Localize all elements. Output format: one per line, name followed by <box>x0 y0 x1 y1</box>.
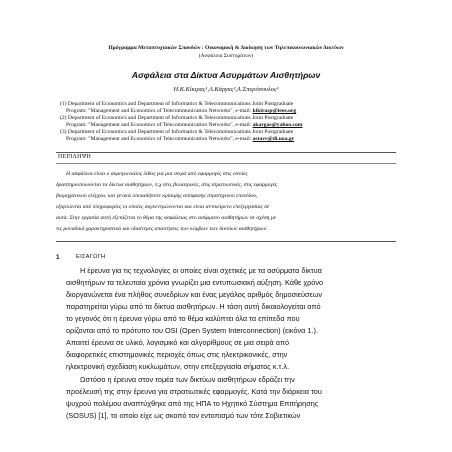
abstract-line: Η ασφάλεια είναι ο ακρογωνιαίος λίθος για μια σειρά από εφαρμογές στις οποίες <box>66 171 248 177</box>
body-line: Η έρευνα για τις τεχνολογίες οι οποίες είναι σχετικές με τα ασύρματα δίκτυα <box>80 266 322 275</box>
affiliation-2-line2: Program: "Management and Economics of Telecommunication Networks", e-mail: akargas@yahoo.com <box>66 122 303 128</box>
authors-line: Η.Κ.Κίκιρας¹,Α.Κάργας²,Λ.Σπυρόπουλος³ <box>173 86 279 93</box>
affiliation-3-line1: (3) Department of Economics and Department of Informatics & Telecommunications Joint Postgraduate <box>60 129 294 135</box>
affiliation-3-line2: Program: "Management and Economics of Telecommunication Networks", e-mail: astavr@di.uoa.gr <box>66 136 295 142</box>
abstract-divider <box>56 163 396 164</box>
email-link-2[interactable]: akargas@yahoo.com <box>252 122 303 128</box>
body-line: (SOSUS) [1], το οποίο είχε ως σκοπό τον εντοπισμό των τότε Σοβιετικών <box>66 411 301 420</box>
section-title: ΕΙΣΑΓΩΓΗ <box>76 254 106 260</box>
body-line: διαφορετικές επιστημονικές περιοχές όπως στις ηλεκτρικονικές, στην <box>66 350 288 359</box>
abstract-line: βιομηχανικού ελέγχου, και γενικά οποιαδήποτε κρίσιμης απόφασης στρατηγικού επιπέδου, <box>56 193 258 199</box>
body-line: παρατηρείται γύρω από τα δίκτυα αισθητήρων. Η τάση αυτή δικαιολογείται από <box>66 302 321 311</box>
email-link-3[interactable]: astavr@di.uoa.gr <box>252 136 295 142</box>
body-line: Ωστόσο η έρευνα στον τομέα των δικτύων αισθητήρων εδράζει την <box>80 375 295 384</box>
body-line: Απαιτεί έρευνα σε υλικό, λογισμικό και αλγορίθμους σε μια σειρά από <box>66 338 290 347</box>
affiliation-1-line1: (1) Department of Economics and Department of Informatics & Telecommunications Joint Postgraduate <box>60 101 294 107</box>
body-line: το γεγονός ότι η έρευνα γύρω από το θέμα καλύπτει όλα τα επίπεδα που <box>66 314 300 323</box>
body-line: προέλευσή της στην έρευνα για στρατιωτικές εφαρμογές. Κατά την διάρκεια του <box>66 387 322 396</box>
paper-title: Ασφάλεια στα Δίκτυα Ασυρμάτων Αισθητήρων <box>131 70 321 80</box>
body-line: αισθητήρων τα τελευταία χρόνια γνωρίζει μια εντυπωσιακή αύξηση. Κάθε χρόνο <box>66 278 324 287</box>
abstract-line: εξαρτώνται από πληροφορίες οι οποίες συγκεντρώνονται και είναι αντικείμενο επεξεργασίας σε <box>56 204 270 210</box>
abstract-line: δραστηριοποιούνται τα δίκτυα αισθητήρων, π.χ στις βιοιατρικές, στις στρατιωτικές, στις εφαρμογές <box>56 182 278 188</box>
abstract-line: τις μοναδικά χαρακτηριστικά και ιδιαίτερες απαιτήσεις των κόμβων των δικτύων αισθητήρων. <box>56 226 268 232</box>
body-line: ορίζονται από το πρότυπο του OSI (Open System Interconnection) (εικόνα 1.). <box>66 326 318 335</box>
program-header: Πρόγραμμα Μεταπτυχιακών Σπουδών : Οικονομική & Διοίκηση των Τηλεπικοινωνιακών Δικτύων <box>108 45 344 51</box>
affiliation-2-line1: (2) Department of Economics and Department of Informatics & Telecommunications Joint Postgraduate <box>60 115 294 121</box>
body-line: διοργανώνεται ένα πλήθος συνεδρίων και ένας μεγάλος αριθμός δημοσιεύσεων <box>66 290 323 299</box>
program-subheader: (Ασφάλεια Συστημάτων) <box>198 53 254 59</box>
body-line: ηλεκτρονική σχεδίαση κυκλωμάτων, στην επεξεργασία σήματος κ.τ.λ. <box>66 362 290 371</box>
affiliation-1-line2: Program: "Management and Economics of Telecommunication Networks", e-mail: kikirasp@ieee.org <box>66 108 297 114</box>
email-link-1[interactable]: kikirasp@ieee.org <box>252 108 297 114</box>
body-line: ψυχρού πολέμου αναπτύχθηκε από της ΗΠΑ το Ηχητικό Σύστημα Επιτήρησης <box>66 399 319 408</box>
section-number: 1 <box>56 254 60 261</box>
abstract-line: αυτά. Στην εργασία αυτή εξετάζεται το θέμα της ασφάλειας στο ασύρματο αισθητήρων σε σχέση με <box>56 215 276 221</box>
abstract-heading: ΠΕΡΙΛΗΨΗ <box>58 154 92 160</box>
